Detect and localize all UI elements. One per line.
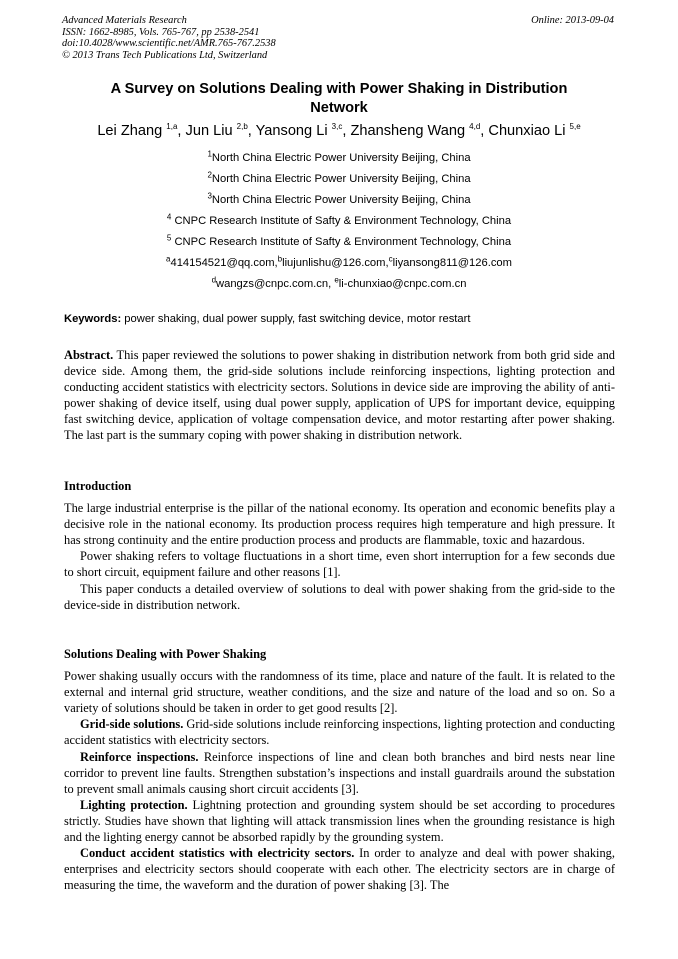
- email-marker: b: [277, 254, 283, 264]
- author-name: Yansong Li: [255, 123, 328, 139]
- paragraph: [64, 749, 615, 797]
- affiliation-marker: 3: [207, 191, 212, 201]
- author-list: Lei Zhang $^{1,a}$, Jun Liu $^{2,b}$, Yansong Li $^{3,c}$, Zhansheng Wang $^{4,d}$, Chunxiao Li $^{5,e}$: [97, 122, 581, 139]
- author-name: Zhansheng Wang: [350, 123, 466, 139]
- email-address: liujunlishu@126.com,: [282, 257, 389, 269]
- email-marker: a: [166, 254, 171, 264]
- author-marker: 5,e: [569, 122, 581, 132]
- affiliation: [60, 235, 618, 249]
- paragraph-text: Reinforce inspections of line and clean both branches and bird nests near line corridor to prevent line faults. Strengthen substation’s inspections and install guardrails around the substation to prevent small animals causing short circuit accidents [3].: [64, 749, 615, 796]
- author-marker: 1,a: [166, 122, 178, 132]
- journal-copyright: © 2013 Trans Tech Publications Ltd, Switzerland: [62, 49, 268, 61]
- paragraph: [64, 716, 615, 748]
- affiliation-marker: 5: [166, 233, 172, 243]
- affiliation: [60, 151, 618, 165]
- abstract-paragraph: [64, 347, 615, 444]
- run-in-heading: Grid-side solutions.: [80, 717, 184, 732]
- affiliation-text: CNPC Research Institute of Safty & Environment Technology, China: [171, 215, 512, 227]
- affiliation: [60, 193, 618, 207]
- section-heading: Introduction: [64, 479, 132, 493]
- journal-name: Advanced Materials Research: [62, 15, 187, 26]
- abstract-text: This paper reviewed the solutions to power shaking in distribution network from both grid side and device side. Among them, the grid-side solutions include reinforcing inspections, lighting protection and conducting accident statistics with electricity sectors. Solutions in device side are improving the ability of anti-power shaking of device itself, using dual power supply, application of UPS for important device, equipping fast switching device, application of voltage compensation device, and motor restarting after power shaking. The last part is the summary coping with power shaking in distribution network.: [64, 348, 615, 443]
- journal-doi: doi:10.4028/www.scientific.net/AMR.765-767.2538: [62, 38, 276, 50]
- paper-title-line-2: Network: [310, 100, 368, 116]
- email-marker: e: [334, 275, 339, 285]
- email-address: 414154521@qq.com,: [170, 257, 278, 269]
- paragraph: Power shaking usually occurs with the randomness of its time, place and nature of the fault. It is related to the external and internal grid structure, weather conditions, and the size and nature of the load and so on. So a variety of solutions should be taken in order to get good results [2].: [64, 669, 615, 716]
- abstract-label: Abstract.: [64, 348, 114, 362]
- email-address: liyansong811@126.com: [392, 257, 512, 269]
- run-in-heading: Reinforce inspections.: [80, 749, 199, 764]
- email-address: li-chunxiao@cnpc.com.cn: [338, 278, 467, 290]
- affiliation: [60, 172, 618, 186]
- introduction-section: [64, 478, 615, 613]
- author-marker: 4,d: [469, 122, 481, 132]
- affiliation-text: North China Electric Power University Beijing, China: [211, 173, 471, 185]
- affiliation-text: CNPC Research Institute of Safty & Environment Technology, China: [171, 236, 512, 248]
- run-in-heading: Lighting protection.: [80, 797, 188, 812]
- affiliation-text: North China Electric Power University Beijing, China: [211, 152, 471, 164]
- paper-title-line-1: A Survey on Solutions Dealing with Power Shaking in Distribution: [110, 81, 568, 97]
- online-date: Online: 2013-09-04: [531, 15, 614, 26]
- paragraph: This paper conducts a detailed overview of solutions to deal with power shaking from the grid-side to the device-side in distribution network.: [64, 581, 615, 612]
- email-line: [60, 256, 618, 270]
- email-marker: d: [211, 275, 217, 285]
- abstract-section: [64, 347, 615, 444]
- author-marker: 2,b: [236, 122, 248, 132]
- paragraph: [64, 845, 615, 893]
- author-name: Jun Liu: [185, 123, 233, 139]
- email-address: wangzs@cnpc.com.cn,: [216, 278, 335, 290]
- paragraph: The large industrial enterprise is the pillar of the national economy. Its operation and economic benefits play a decisive role in the national economy. Its production process requires high temperature and high pressure. It has strong continuity and the entire production process and products are flammable, toxic and hazardous.: [64, 501, 615, 548]
- author-name: Lei Zhang: [97, 123, 163, 139]
- section-heading: Solutions Dealing with Power Shaking: [64, 647, 267, 661]
- keywords: [64, 312, 616, 326]
- paragraph-text: In order to analyze and deal with power shaking, enterprises and electricity sectors should cooperate with each other. The electricity sectors are in charge of measuring the time, the waveform and the duration of power shaking [3]. The: [64, 846, 615, 893]
- run-in-heading: Conduct accident statistics with electricity sectors.: [80, 846, 355, 861]
- paragraph-text: Lightning protection and grounding system should be set according to procedures strictly. Studies have shown that lighting will attack transmission lines when the grounding resistance is high and the lighting energy cannot be absorbed rapidly by the grounding system.: [64, 797, 615, 845]
- solutions-section: [64, 646, 615, 893]
- email-line: [60, 277, 618, 291]
- paragraph-text: Grid-side solutions include reinforcing inspections, lighting protection and conducting accident statistics with electricity sectors.: [64, 717, 615, 748]
- affiliation-text: North China Electric Power University Beijing, China: [211, 194, 471, 206]
- affiliation: [60, 214, 618, 228]
- author-name: Chunxiao Li: [488, 123, 566, 139]
- paragraph: [64, 797, 615, 845]
- journal-header: [62, 15, 276, 61]
- affiliation-marker: 1: [207, 149, 212, 159]
- author-marker: 3,c: [331, 122, 343, 132]
- keywords-label: Keywords:: [64, 313, 122, 325]
- paper-title: [60, 80, 618, 118]
- affiliation-marker: 2: [207, 170, 212, 180]
- keywords-text: power shaking, dual power supply, fast switching device, motor restart: [121, 313, 471, 325]
- paragraph: Power shaking refers to voltage fluctuations in a short time, even short interruption for a few seconds due to short circuit, equipment failure and other reasons [1].: [64, 549, 615, 580]
- affiliation-marker: 4: [166, 212, 172, 222]
- journal-issn: ISSN: 1662-8985, Vols. 765-767, pp 2538-2541: [62, 26, 260, 38]
- email-marker: c: [388, 254, 393, 264]
